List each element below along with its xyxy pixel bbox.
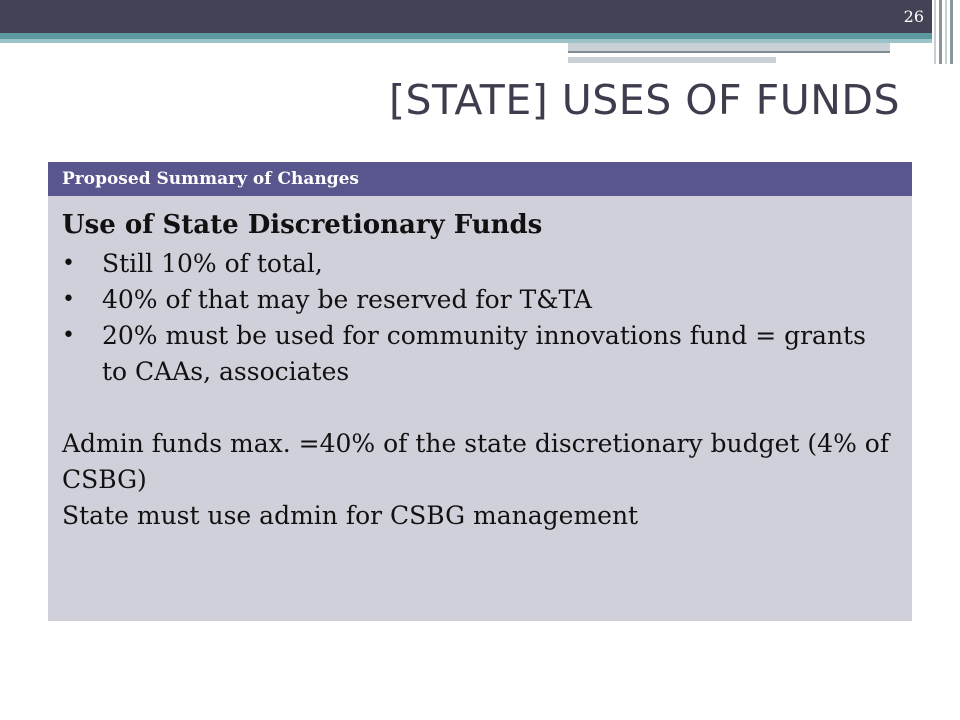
- bullet-icon: •: [62, 323, 75, 348]
- section-title: Use of State Discretionary Funds: [62, 210, 543, 240]
- slide-number: 26: [903, 7, 924, 26]
- decorative-grey-bar: [568, 43, 890, 51]
- bullet-text: 40% of that may be reserved for T&TA: [102, 285, 592, 314]
- list-item: [62, 318, 898, 390]
- bullet-text: Still 10% of total,: [102, 249, 323, 278]
- blank-line: [62, 390, 898, 426]
- admin-management-paragraph: State must use admin for CSBG management: [62, 501, 639, 530]
- list-item: [62, 282, 898, 318]
- decorative-vertical-line: [950, 0, 953, 64]
- slide-title: [STATE] USES OF FUNDS: [389, 76, 900, 124]
- bullet-list: [62, 246, 898, 390]
- decorative-vertical-line: [939, 0, 942, 64]
- decorative-grey-bar-short: [568, 57, 776, 63]
- decorative-vertical-line: [934, 0, 936, 64]
- top-banner-bar: [0, 0, 932, 33]
- panel-header-label: Proposed Summary of Changes: [62, 169, 359, 189]
- bullet-icon: •: [62, 251, 75, 276]
- bullet-text: 20% must be used for community innovations fund = grants to CAAs, associates: [102, 321, 866, 386]
- list-item: [62, 246, 898, 282]
- panel-header: [48, 162, 912, 196]
- decorative-vertical-line: [945, 0, 947, 64]
- admin-funds-paragraph: Admin funds max. =40% of the state discretionary budget (4% of CSBG): [62, 429, 890, 494]
- panel-body: [48, 196, 912, 621]
- bullet-icon: •: [62, 287, 75, 312]
- decorative-rule: [568, 51, 890, 53]
